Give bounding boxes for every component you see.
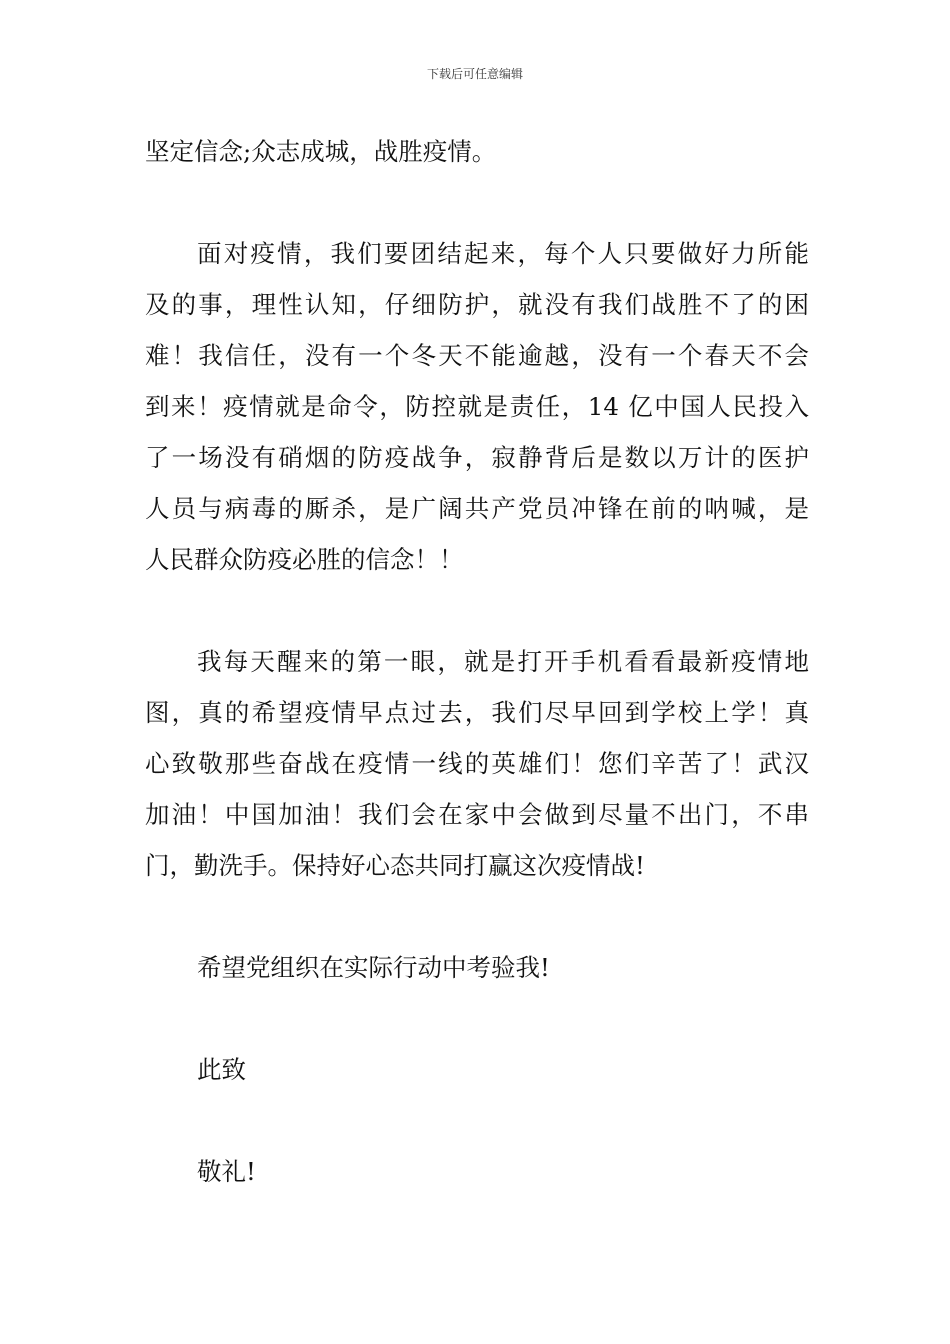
closing-salutation <box>145 1044 809 1095</box>
text-line: 此致 <box>197 1055 246 1084</box>
text-line: 敬礼! <box>197 1157 256 1186</box>
text-line: 及的事，理性认知，仔细防护，就没有我们战胜不了的困 <box>145 290 809 319</box>
paragraph <box>145 942 809 993</box>
text-line: 难！我信任，没有一个冬天不能逾越，没有一个春天不会 <box>145 341 809 370</box>
text-line: 心致敬那些奋战在疫情一线的英雄们！您们辛苦了！武汉 <box>145 749 809 778</box>
text-line: 希望党组织在实际行动中考验我! <box>197 953 550 982</box>
paragraph <box>145 228 809 585</box>
page-header-note: 下载后可任意编辑 <box>426 67 523 81</box>
text-line: 人民群众防疫必胜的信念！！ <box>145 545 464 574</box>
text-line: 面对疫情，我们要团结起来，每个人只要做好力所能 <box>197 239 809 268</box>
closing-regards <box>145 1146 809 1197</box>
text-line: 门，勤洗手。保持好心态共同打赢这次疫情战! <box>145 851 645 880</box>
paragraph-gap <box>145 891 809 942</box>
document-body <box>145 126 809 1197</box>
text-line: 了一场没有硝烟的防疫战争，寂静背后是数以万计的医护 <box>145 443 809 472</box>
text-line: 到来！疫情就是命令，防控就是责任，14 亿中国人民投入 <box>145 392 809 421</box>
paragraph <box>145 636 809 891</box>
paragraph-gap <box>145 993 809 1044</box>
paragraph-gap <box>145 585 809 636</box>
text-line: 图，真的希望疫情早点过去，我们尽早回到学校上学！真 <box>145 698 809 727</box>
text-line: 我每天醒来的第一眼，就是打开手机看看最新疫情地 <box>197 647 809 676</box>
text-line: 加油！中国加油！我们会在家中会做到尽量不出门，不串 <box>145 800 809 829</box>
text-line: 坚定信念;众志成城，战胜疫情。 <box>145 137 497 166</box>
paragraph-gap <box>145 177 809 228</box>
paragraph <box>145 126 809 177</box>
paragraph-gap <box>145 1095 809 1146</box>
text-line: 人员与病毒的厮杀，是广阔共产党员冲锋在前的呐喊，是 <box>145 494 809 523</box>
